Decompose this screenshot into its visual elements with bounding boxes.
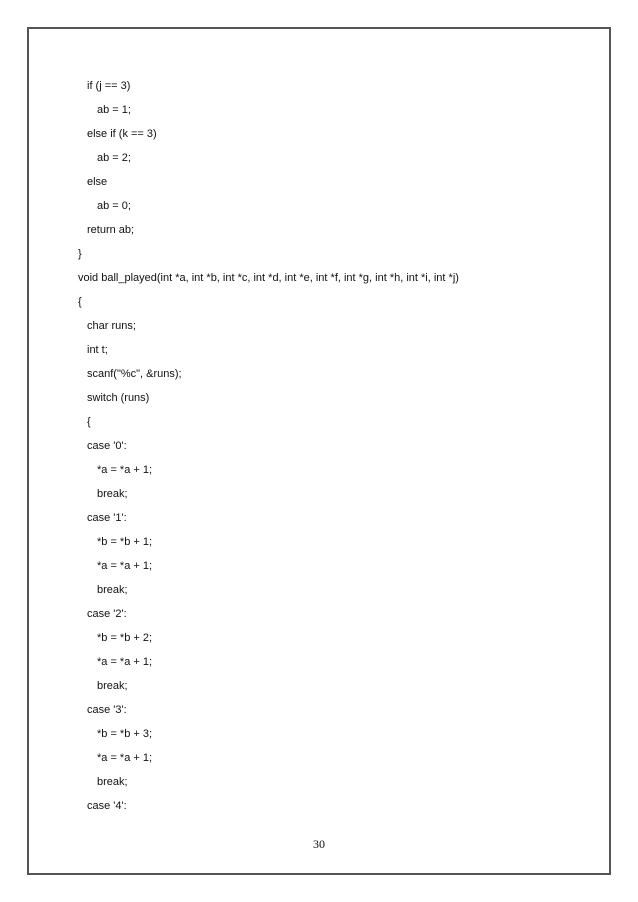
code-line: case '4': [87, 800, 127, 812]
code-line: else [87, 176, 108, 188]
code-line: break; [97, 680, 128, 692]
code-line: else if (k == 3) [87, 128, 157, 140]
code-line: switch (runs) [87, 392, 150, 404]
code-line: *a = *a + 1; [97, 560, 153, 572]
code-line: ab = 1; [97, 104, 131, 116]
code-line: *b = *b + 1; [97, 536, 153, 548]
code-line: *a = *a + 1; [97, 464, 153, 476]
code-line: case '3': [87, 704, 127, 716]
code-line: return ab; [87, 224, 135, 236]
code-line: { [87, 416, 91, 428]
code-line: break; [97, 488, 128, 500]
code-line: { [78, 296, 82, 308]
code-line: char runs; [87, 320, 136, 332]
page-number: 30 [313, 837, 325, 851]
code-line: ab = 2; [97, 152, 131, 164]
code-line: case '2': [87, 608, 127, 620]
code-line: break; [97, 776, 128, 788]
code-block [78, 78, 459, 822]
code-line: ab = 0; [97, 200, 131, 212]
code-line: case '0': [87, 440, 127, 452]
code-line: *b = *b + 2; [97, 632, 153, 644]
code-line: *b = *b + 3; [97, 728, 153, 740]
code-line: void ball_played(int *a, int *b, int *c, int *d, int *e, int *f, int *g, int *h, int *i, int *j) [78, 272, 459, 284]
code-line: *a = *a + 1; [97, 752, 153, 764]
code-line: *a = *a + 1; [97, 656, 153, 668]
code-line: int t; [87, 344, 108, 356]
code-line: } [78, 248, 82, 260]
code-line: case '1': [87, 512, 127, 524]
code-line: if (j == 3) [87, 80, 131, 92]
code-line: scanf("%c", &runs); [87, 368, 182, 380]
code-line: break; [97, 584, 128, 596]
